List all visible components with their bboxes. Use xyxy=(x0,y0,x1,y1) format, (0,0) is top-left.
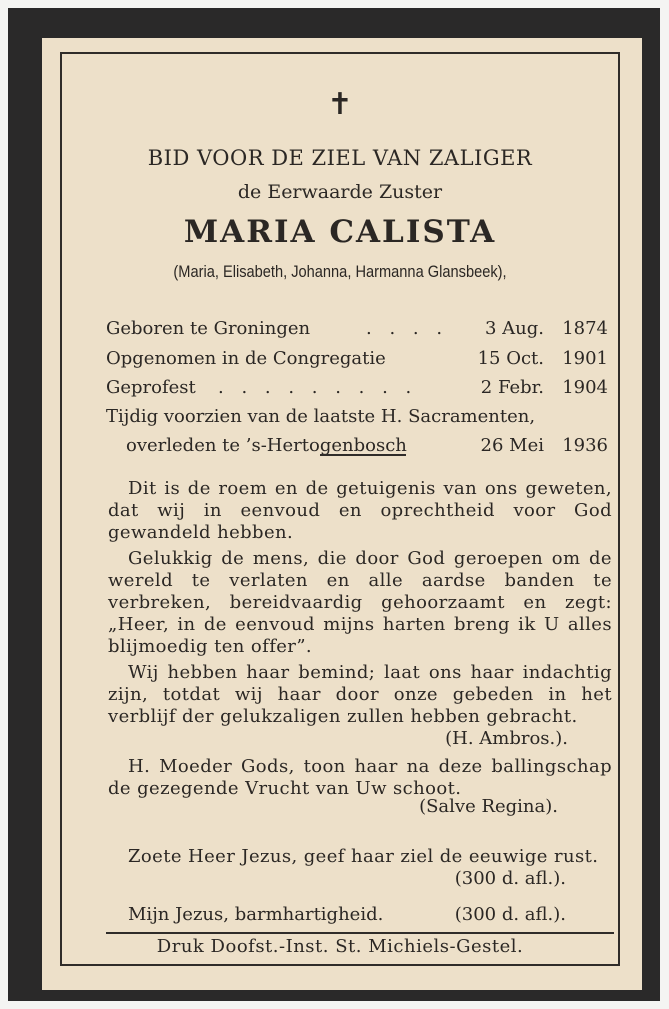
citation-salve-regina: (Salve Regina). xyxy=(419,796,558,817)
paragraph-3 xyxy=(108,662,612,728)
divider xyxy=(320,454,406,456)
sister-title: de Eerwaarde Zuster xyxy=(237,181,443,203)
paragraph-2 xyxy=(108,548,612,658)
paragraph-text: H. Moeder Gods, toon haar na deze ballingschap de gezegende Vrucht van Uw schoot. xyxy=(108,756,612,799)
citation-indulgence-2: (300 d. afl.). xyxy=(454,904,566,925)
deceased-name: MARIA CALISTA xyxy=(183,214,497,250)
paragraph-text: Zoete Heer Jezus, geef haar ziel de eeuwige rust. xyxy=(128,846,599,867)
citation-ambros: (H. Ambros.). xyxy=(445,728,568,749)
fact-date: 15 Oct. xyxy=(477,348,544,369)
fact-label: Geboren te Groningen xyxy=(106,318,311,339)
fact-year: 1901 xyxy=(562,348,608,369)
paragraph-5 xyxy=(108,846,612,868)
fact-label: Opgenomen in de Congregatie xyxy=(106,348,386,369)
paragraph-1 xyxy=(108,478,612,544)
death-text: overleden te ’s-Hertogenbosch xyxy=(126,435,407,456)
bottom-divider xyxy=(106,932,614,934)
card-paper xyxy=(42,38,642,990)
fact-row-professed xyxy=(106,377,608,401)
paragraph-text: Dit is de roem en de getuigenis van ons geweten, dat wij in eenvoud en oprechtheid voor God gewandeld hebben. xyxy=(108,478,612,543)
cross-icon: ✝ xyxy=(327,87,353,122)
fact-year: 1904 xyxy=(562,377,608,398)
fact-year: 1874 xyxy=(562,318,608,339)
paragraph-4 xyxy=(108,756,612,800)
death-year: 1936 xyxy=(562,435,608,456)
sacraments-line: Tijdig voorzien van de laatste H. Sacramenten, xyxy=(106,406,536,427)
fact-row-born xyxy=(106,318,608,342)
paragraph-6: Mijn Jezus, barmhartigheid. xyxy=(128,904,384,925)
full-name: (Maria, Elisabeth, Johanna, Harmanna Glansbeek), xyxy=(173,262,507,281)
fact-date: 3 Aug. xyxy=(484,318,544,339)
prayer-heading: BID VOOR DE ZIEL VAN ZALIGER xyxy=(147,146,533,170)
fact-dots: . . . . . . . . . xyxy=(218,377,418,398)
fact-row-admitted xyxy=(106,348,608,372)
fact-label: Geprofest xyxy=(106,377,196,398)
paragraph-text: Wij hebben haar bemind; laat ons haar indachtig zijn, totdat wij haar door onze gebeden in het verblijf der gelukzaligen zullen hebben gebracht. xyxy=(108,662,612,727)
card-frame xyxy=(60,52,620,966)
fact-date: 2 Febr. xyxy=(480,377,544,398)
citation-indulgence-1: (300 d. afl.). xyxy=(454,868,566,889)
death-date: 26 Mei xyxy=(480,435,544,456)
paragraph-text: Gelukkig de mens, die door God geroepen om de wereld te verlaten en alle aardse banden te verbreken, bereidvaardig gehoorzaamt en zegt: „Heer, in de eenvoud mijns harten breng ik U alles blijmoedig ten offer”. xyxy=(108,548,612,657)
printer-line: Druk Doofst.-Inst. St. Michiels-Gestel. xyxy=(156,936,524,957)
memorial-card xyxy=(8,8,660,1001)
fact-dots: . . . . xyxy=(366,318,449,339)
